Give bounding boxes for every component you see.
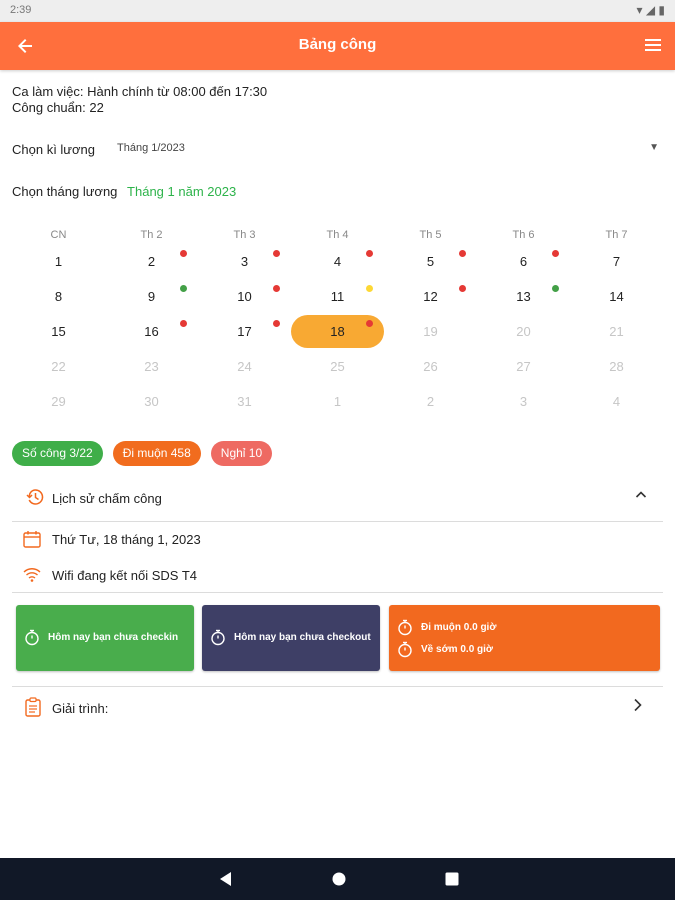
calendar-week-row [12, 349, 663, 384]
calendar-day-number: 1 [54, 254, 63, 269]
calendar-body [12, 244, 663, 419]
calendar-day-selected[interactable] [291, 314, 384, 349]
calendar-day-number: 24 [237, 359, 252, 374]
status-icons: ▾ ◢ ▮ [636, 3, 665, 17]
calendar-day-number: 17 [237, 324, 252, 339]
nav-recents-icon[interactable] [442, 869, 462, 889]
leave-chip[interactable]: Nghỉ 10 [211, 441, 272, 466]
calendar-day-number: 3 [519, 394, 528, 409]
dropdown-caret-icon[interactable]: ▼ [649, 142, 659, 153]
system-navigation-bar [0, 858, 675, 900]
calendar-day[interactable] [12, 349, 105, 384]
stopwatch-icon [397, 619, 413, 636]
calendar-icon [22, 529, 42, 554]
calendar-day[interactable] [291, 279, 384, 314]
divider [12, 686, 663, 687]
late-early-card[interactable] [389, 605, 660, 671]
pay-month-label: Chọn tháng lương [12, 184, 118, 199]
calendar-day-number: 18 [330, 324, 345, 339]
weekday-label: Th 4 [326, 229, 349, 241]
pay-month-row [12, 184, 236, 199]
status-bar [0, 0, 675, 22]
workdays-chip[interactable]: Số công 3/22 [12, 441, 103, 466]
calendar-day[interactable] [105, 314, 198, 349]
divider [12, 521, 663, 522]
late-chip[interactable]: Đi muộn 458 [113, 441, 201, 466]
calendar-day[interactable] [198, 279, 291, 314]
checkout-text: Hôm nay bạn chưa checkout [234, 632, 371, 643]
calendar-day-number: 30 [144, 394, 159, 409]
calendar-day[interactable] [477, 244, 570, 279]
attendance-status-dot [552, 285, 559, 292]
calendar-day-number: 25 [330, 359, 345, 374]
attendance-status-dot [366, 320, 373, 327]
shift-info [12, 84, 267, 116]
calendar-day[interactable] [384, 314, 477, 349]
page-title: Bảng công [298, 36, 377, 53]
attendance-status-dot [459, 250, 466, 257]
weekday-label: Th 5 [419, 229, 442, 241]
stopwatch-icon [210, 629, 226, 646]
attendance-status-dot [273, 250, 280, 257]
calendar-day[interactable] [477, 384, 570, 419]
calendar-day-number: 4 [333, 254, 342, 269]
calendar-day-number: 12 [423, 289, 438, 304]
nav-back-icon[interactable] [216, 869, 236, 889]
weekday-label: Th 3 [233, 229, 256, 241]
calendar-day-number: 15 [51, 324, 66, 339]
calendar-day[interactable] [291, 349, 384, 384]
wifi-icon [22, 566, 42, 589]
attendance-status-dot [366, 250, 373, 257]
calendar-day[interactable] [291, 244, 384, 279]
calendar-day-number: 14 [609, 289, 624, 304]
attendance-status-dot [273, 285, 280, 292]
attendance-history-header[interactable] [12, 484, 663, 514]
calendar-day[interactable] [477, 349, 570, 384]
attendance-status-dot [180, 320, 187, 327]
calendar-week-row [12, 279, 663, 314]
calendar-day-number: 1 [333, 394, 342, 409]
calendar-day-number: 2 [147, 254, 156, 269]
calendar-day[interactable] [12, 279, 105, 314]
late-hours-text: Đi muộn 0.0 giờ [421, 622, 497, 633]
calendar-week-row [12, 384, 663, 419]
attendance-status-dot [180, 250, 187, 257]
calendar-day[interactable] [291, 384, 384, 419]
explanation-row[interactable] [12, 695, 663, 721]
calendar-day-number: 29 [51, 394, 66, 409]
checkin-text: Hôm nay bạn chưa checkin [48, 632, 179, 643]
weekday-label: Th 2 [140, 229, 163, 241]
calendar-day-number: 28 [609, 359, 624, 374]
stopwatch-icon [397, 641, 413, 658]
checkin-card[interactable] [16, 605, 194, 671]
calendar-day-number: 8 [54, 289, 63, 304]
hamburger-menu-icon[interactable] [643, 36, 663, 56]
calendar-day[interactable] [105, 349, 198, 384]
pay-period-value[interactable]: Tháng 1/2023 [117, 142, 185, 154]
early-leave-text: Về sớm 0.0 giờ [421, 644, 494, 655]
weekday-label: Th 7 [605, 229, 628, 241]
calendar-day[interactable] [570, 244, 663, 279]
calendar-day-number: 16 [144, 324, 159, 339]
standard-workdays-text: Công chuẩn: 22 [12, 100, 104, 115]
calendar-day-number: 10 [237, 289, 252, 304]
stopwatch-icon [24, 629, 40, 646]
calendar-day-number: 26 [423, 359, 438, 374]
attendance-status-dot [273, 320, 280, 327]
divider [12, 592, 663, 593]
calendar-day[interactable] [384, 384, 477, 419]
attendance-status-dot [459, 285, 466, 292]
calendar-day[interactable] [384, 349, 477, 384]
calendar-day-number: 23 [144, 359, 159, 374]
calendar-day-number: 22 [51, 359, 66, 374]
calendar-day-number: 9 [147, 289, 156, 304]
calendar-day-number: 31 [237, 394, 252, 409]
pay-month-value[interactable]: Tháng 1 năm 2023 [127, 184, 237, 199]
calendar-day[interactable] [198, 384, 291, 419]
pay-period-select[interactable] [12, 140, 663, 160]
calendar-day[interactable] [570, 279, 663, 314]
date-label: Thứ Tư, 18 tháng 1, 2023 [52, 532, 201, 547]
calendar-day[interactable] [384, 244, 477, 279]
calendar-week-row [12, 314, 663, 349]
app-bar [0, 22, 675, 70]
calendar-day[interactable] [12, 314, 105, 349]
calendar-day-number: 20 [516, 324, 531, 339]
calendar-day[interactable] [477, 314, 570, 349]
calendar-day[interactable] [384, 279, 477, 314]
calendar-day[interactable] [198, 314, 291, 349]
clipboard-icon [24, 697, 42, 722]
calendar-day-number: 4 [612, 394, 621, 409]
calendar-day-number: 3 [240, 254, 249, 269]
pay-period-label: Chọn kì lương [12, 142, 95, 157]
attendance-status-dot [366, 285, 373, 292]
calendar-day[interactable] [198, 349, 291, 384]
summary-chips [12, 441, 272, 466]
history-icon [26, 488, 44, 511]
chevron-up-icon[interactable] [635, 489, 647, 504]
calendar-day[interactable] [12, 384, 105, 419]
calendar-day[interactable] [570, 314, 663, 349]
calendar-day-number: 13 [516, 289, 531, 304]
attendance-status-dot [180, 285, 187, 292]
attendance-calendar [12, 226, 663, 419]
calendar-week-row [12, 244, 663, 279]
calendar-day-number: 7 [612, 254, 621, 269]
calendar-day[interactable] [570, 349, 663, 384]
calendar-day[interactable] [105, 244, 198, 279]
calendar-day[interactable] [12, 244, 105, 279]
calendar-day[interactable] [477, 279, 570, 314]
wifi-label: Wifi đang kết nối SDS T4 [52, 568, 197, 583]
calendar-day[interactable] [105, 279, 198, 314]
calendar-day-number: 2 [426, 394, 435, 409]
calendar-day-number: 6 [519, 254, 528, 269]
shift-text: Ca làm việc: Hành chính từ 08:00 đến 17:30 [12, 84, 268, 99]
status-time: 2:39 [10, 4, 32, 16]
weekday-label: CN [50, 229, 67, 241]
history-label: Lịch sử chấm công [52, 491, 162, 506]
chevron-right-icon[interactable] [633, 698, 643, 717]
calendar-day-number: 19 [423, 324, 438, 339]
calendar-day-number: 5 [426, 254, 435, 269]
calendar-day-number: 21 [609, 324, 624, 339]
checkout-card[interactable] [202, 605, 380, 671]
calendar-day-number: 27 [516, 359, 531, 374]
weekday-label: Th 6 [512, 229, 535, 241]
calendar-day[interactable] [570, 384, 663, 419]
explanation-label: Giải trình: [52, 701, 109, 716]
calendar-day[interactable] [105, 384, 198, 419]
attendance-status-dot [552, 250, 559, 257]
calendar-day-number: 11 [330, 289, 345, 304]
nav-home-icon[interactable] [329, 869, 349, 889]
calendar-day[interactable] [198, 244, 291, 279]
calendar-weekday-header [12, 226, 663, 244]
